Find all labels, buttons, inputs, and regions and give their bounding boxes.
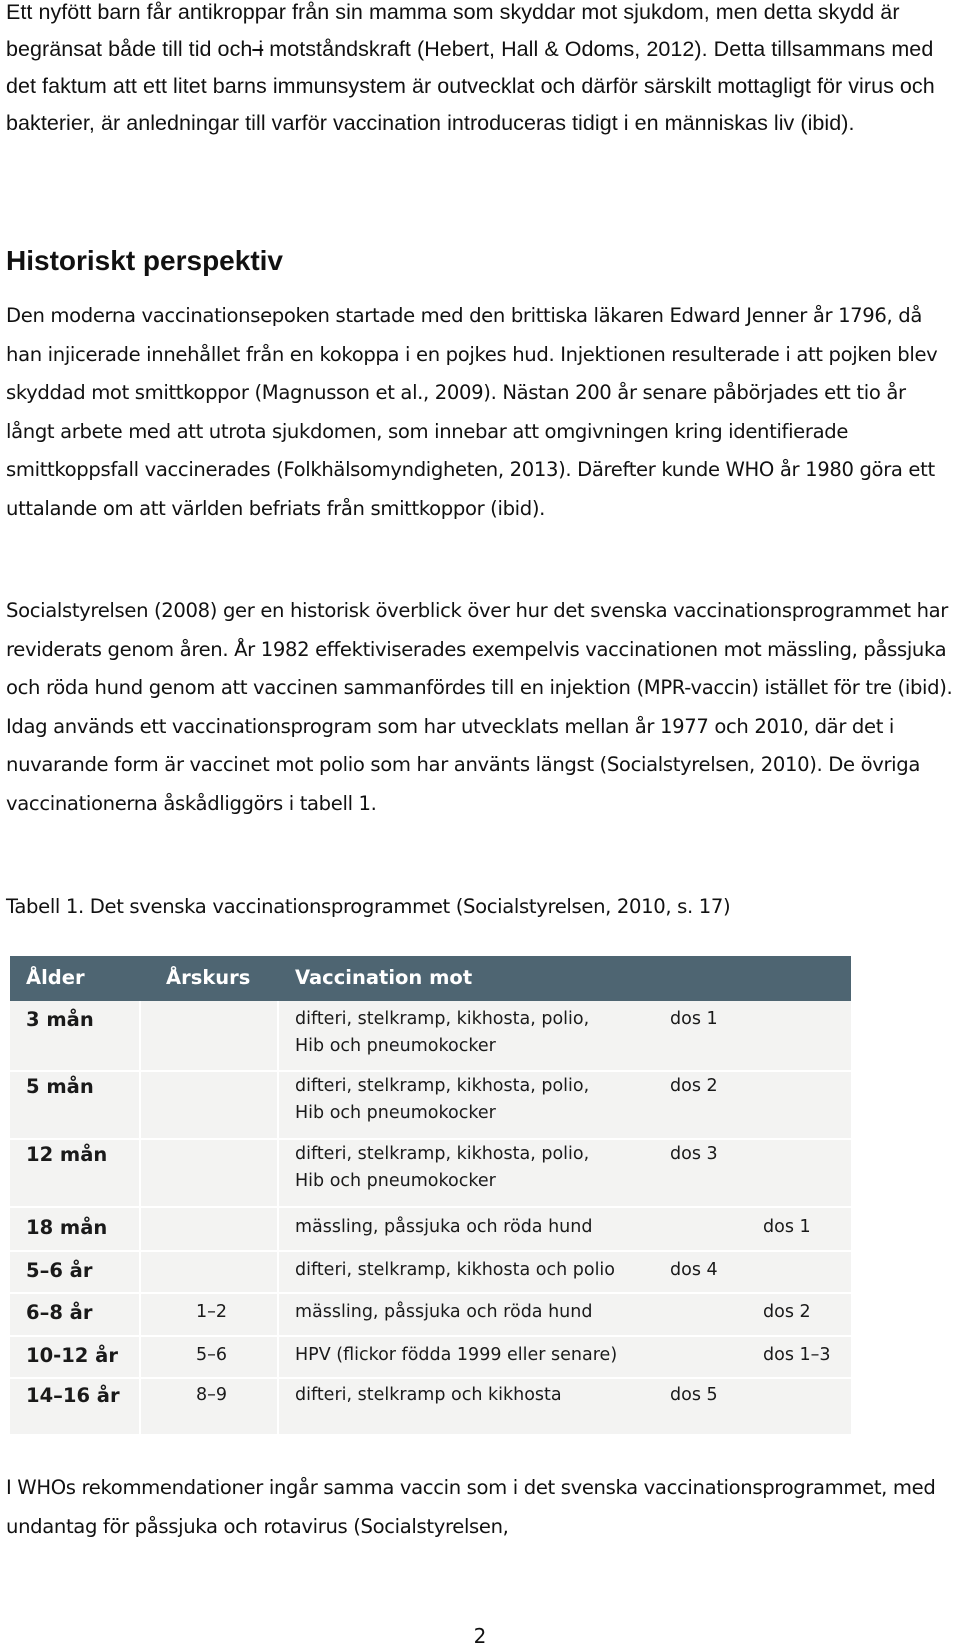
table-row: 12 mån difteri, stelkramp, kikhosta, polio, Hib och pneumokocker dos 3 (10, 1138, 851, 1208)
table-header (10, 956, 851, 1001)
table-row: 6–8 år 1–2 mässling, påssjuka och röda hund dos 2 (10, 1292, 851, 1337)
vaccination-table (10, 956, 851, 1434)
page-number: 2 (473, 1624, 487, 1648)
table-row: 3 mån difteri, stelkramp, kikhosta, polio, Hib och pneumokocker dos 1 (10, 1001, 851, 1072)
table-row: 5 mån difteri, stelkramp, kikhosta, polio, Hib och pneumokocker dos 2 (10, 1070, 851, 1140)
table-row: 5–6 år difteri, stelkramp, kikhosta och polio dos 4 (10, 1250, 851, 1294)
header-age: Ålder (26, 966, 85, 989)
header-vaccination: Vaccination mot (295, 966, 473, 989)
history-paragraph: Den moderna vaccinationsepoken startade med den brittiska läkaren Edward Jenner år 1796, då han injicerade innehållet från en kokoppa i en pojkes hud. Injektionen resulterade i att pojken blev skyddad mot smittkoppor (Magnusson et al., 2009). Nästan 200 år senare påbörjades ett tio år långt arbete med att utrota sjukdomen, som innebar att omgivningen kring identifierade smittkoppsfall vaccinerades (Folkhälsomyndigheten, 2013). Därefter kunde WHO år 1980 göra ett uttalande om att världen befriats från smittkoppor (ibid). (6, 304, 938, 520)
table-caption: Tabell 1. Det svenska vaccinationsprogrammet (Socialstyrelsen, 2010, s. 17) (6, 895, 731, 918)
who-paragraph: I WHOs rekommendationer ingår samma vaccin som i det svenska vaccinationsprogrammet, med undantag för påssjuka och rotavirus (Socialstyrelsen, (6, 1476, 936, 1538)
table-row: 14–16 år 8–9 difteri, stelkramp och kikhosta dos 5 (26, 1384, 718, 1407)
table-row: 18 mån mässling, påssjuka och röda hund dos 1 (10, 1206, 851, 1252)
overview-paragraph: Socialstyrelsen (2008) ger en historisk överblick över hur det svenska vaccinationsprogrammet har reviderats genom åren. År 1982 effektiviserades exempelvis vaccinationen mot mässling, påssjuka och röda hund genom att vaccinen sammanfördes till en injektion (MPR-vaccin) istället för tre (ibid). Idag används ett vaccinationsprogram som har utvecklats mellan år 1977 och 2010, där det i nuvarande form är vaccinet mot polio som har använts längst (Socialstyrelsen, 2010). De övriga vaccinationerna åskådliggörs i tabell 1. (6, 599, 953, 815)
intro-paragraph: Ett nyfött barn får antikroppar från sin mamma som skyddar mot sjukdom, men detta skydd är begränsat både till tid och i motståndskraft (Hebert, Hall & Odoms, 2012). Detta tillsammans med det faktum att ett litet barns immunsystem är outvecklat och därför särskilt mottagligt för virus och bakterier, är anledningar till varför vaccination introduceras tidigt i en människas liv (ibid). (6, 0, 935, 135)
table-row: 10-12 år 5–6 HPV (flickor födda 1999 eller senare) dos 1–3 (10, 1335, 851, 1379)
section-heading: Historiskt perspektiv (6, 245, 283, 276)
header-grade: Årskurs (166, 966, 251, 989)
